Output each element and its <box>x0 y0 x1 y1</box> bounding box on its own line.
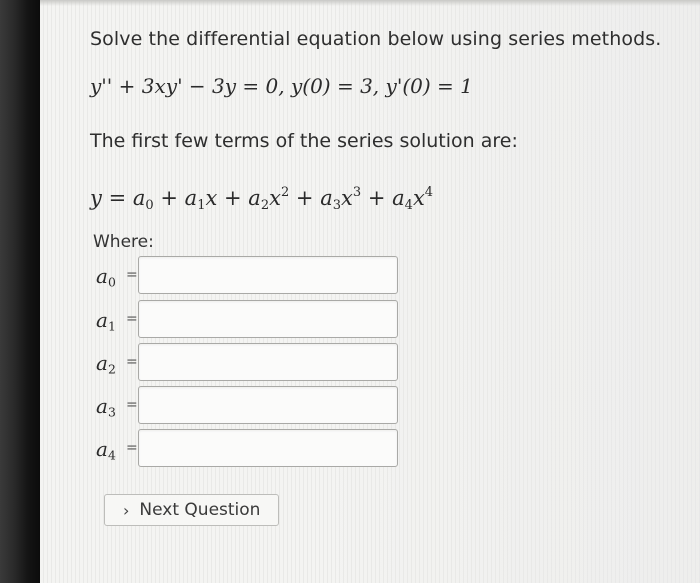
equals-sign: = <box>126 354 138 370</box>
next-question-button[interactable] <box>104 494 279 526</box>
question-prompt: Solve the differential equation below using series methods. <box>90 28 662 50</box>
series-plus: + <box>224 186 242 211</box>
equals-sign: = <box>126 267 138 283</box>
series-term: $a_3x^3$ <box>320 185 362 213</box>
series-term: $a_1x$ <box>184 186 218 213</box>
series-term: $a_4x^4$ <box>392 185 434 213</box>
differential-equation <box>90 74 473 98</box>
answer-label-a4: $a_4$ <box>96 437 116 463</box>
answer-input-a3[interactable] <box>138 386 398 424</box>
equals-sign: = <box>126 397 138 413</box>
equals-sign: = <box>126 311 138 327</box>
answer-label-a2: $a_2$ <box>96 351 116 377</box>
series-intro: The first few terms of the series solution are: <box>90 130 518 152</box>
series-term: $a_2x^2$ <box>248 185 290 213</box>
answer-input-a2[interactable] <box>138 343 398 381</box>
series-y: y <box>90 186 102 211</box>
where-label: Where: <box>93 232 154 252</box>
answer-input-a1[interactable] <box>138 300 398 338</box>
equals-sign: = <box>126 440 138 456</box>
series-plus: + <box>367 186 386 211</box>
equation-lhs: y'' + 3xy' − 3y = 0, <box>90 74 285 98</box>
series-plus: + <box>160 186 178 211</box>
answer-input-a4[interactable] <box>138 429 398 467</box>
answer-label-a3: $a_3$ <box>96 394 116 420</box>
monitor-bezel <box>0 0 40 583</box>
series-plus: + <box>295 186 314 211</box>
series-equals: = <box>108 186 127 211</box>
initial-condition-2: y'(0) = 1 <box>385 74 473 98</box>
next-question-label: Next Question <box>139 500 261 520</box>
answer-label-a0: $a_0$ <box>96 264 116 290</box>
top-edge-shadow <box>40 0 700 6</box>
answer-label-a1: $a_1$ <box>96 308 116 334</box>
series-term: $a_0$ <box>132 186 154 213</box>
series-expression <box>90 185 433 213</box>
initial-condition-1: y(0) = 3, <box>290 74 380 98</box>
answer-input-a0[interactable] <box>138 256 398 294</box>
chevron-right-icon: › <box>123 500 130 520</box>
